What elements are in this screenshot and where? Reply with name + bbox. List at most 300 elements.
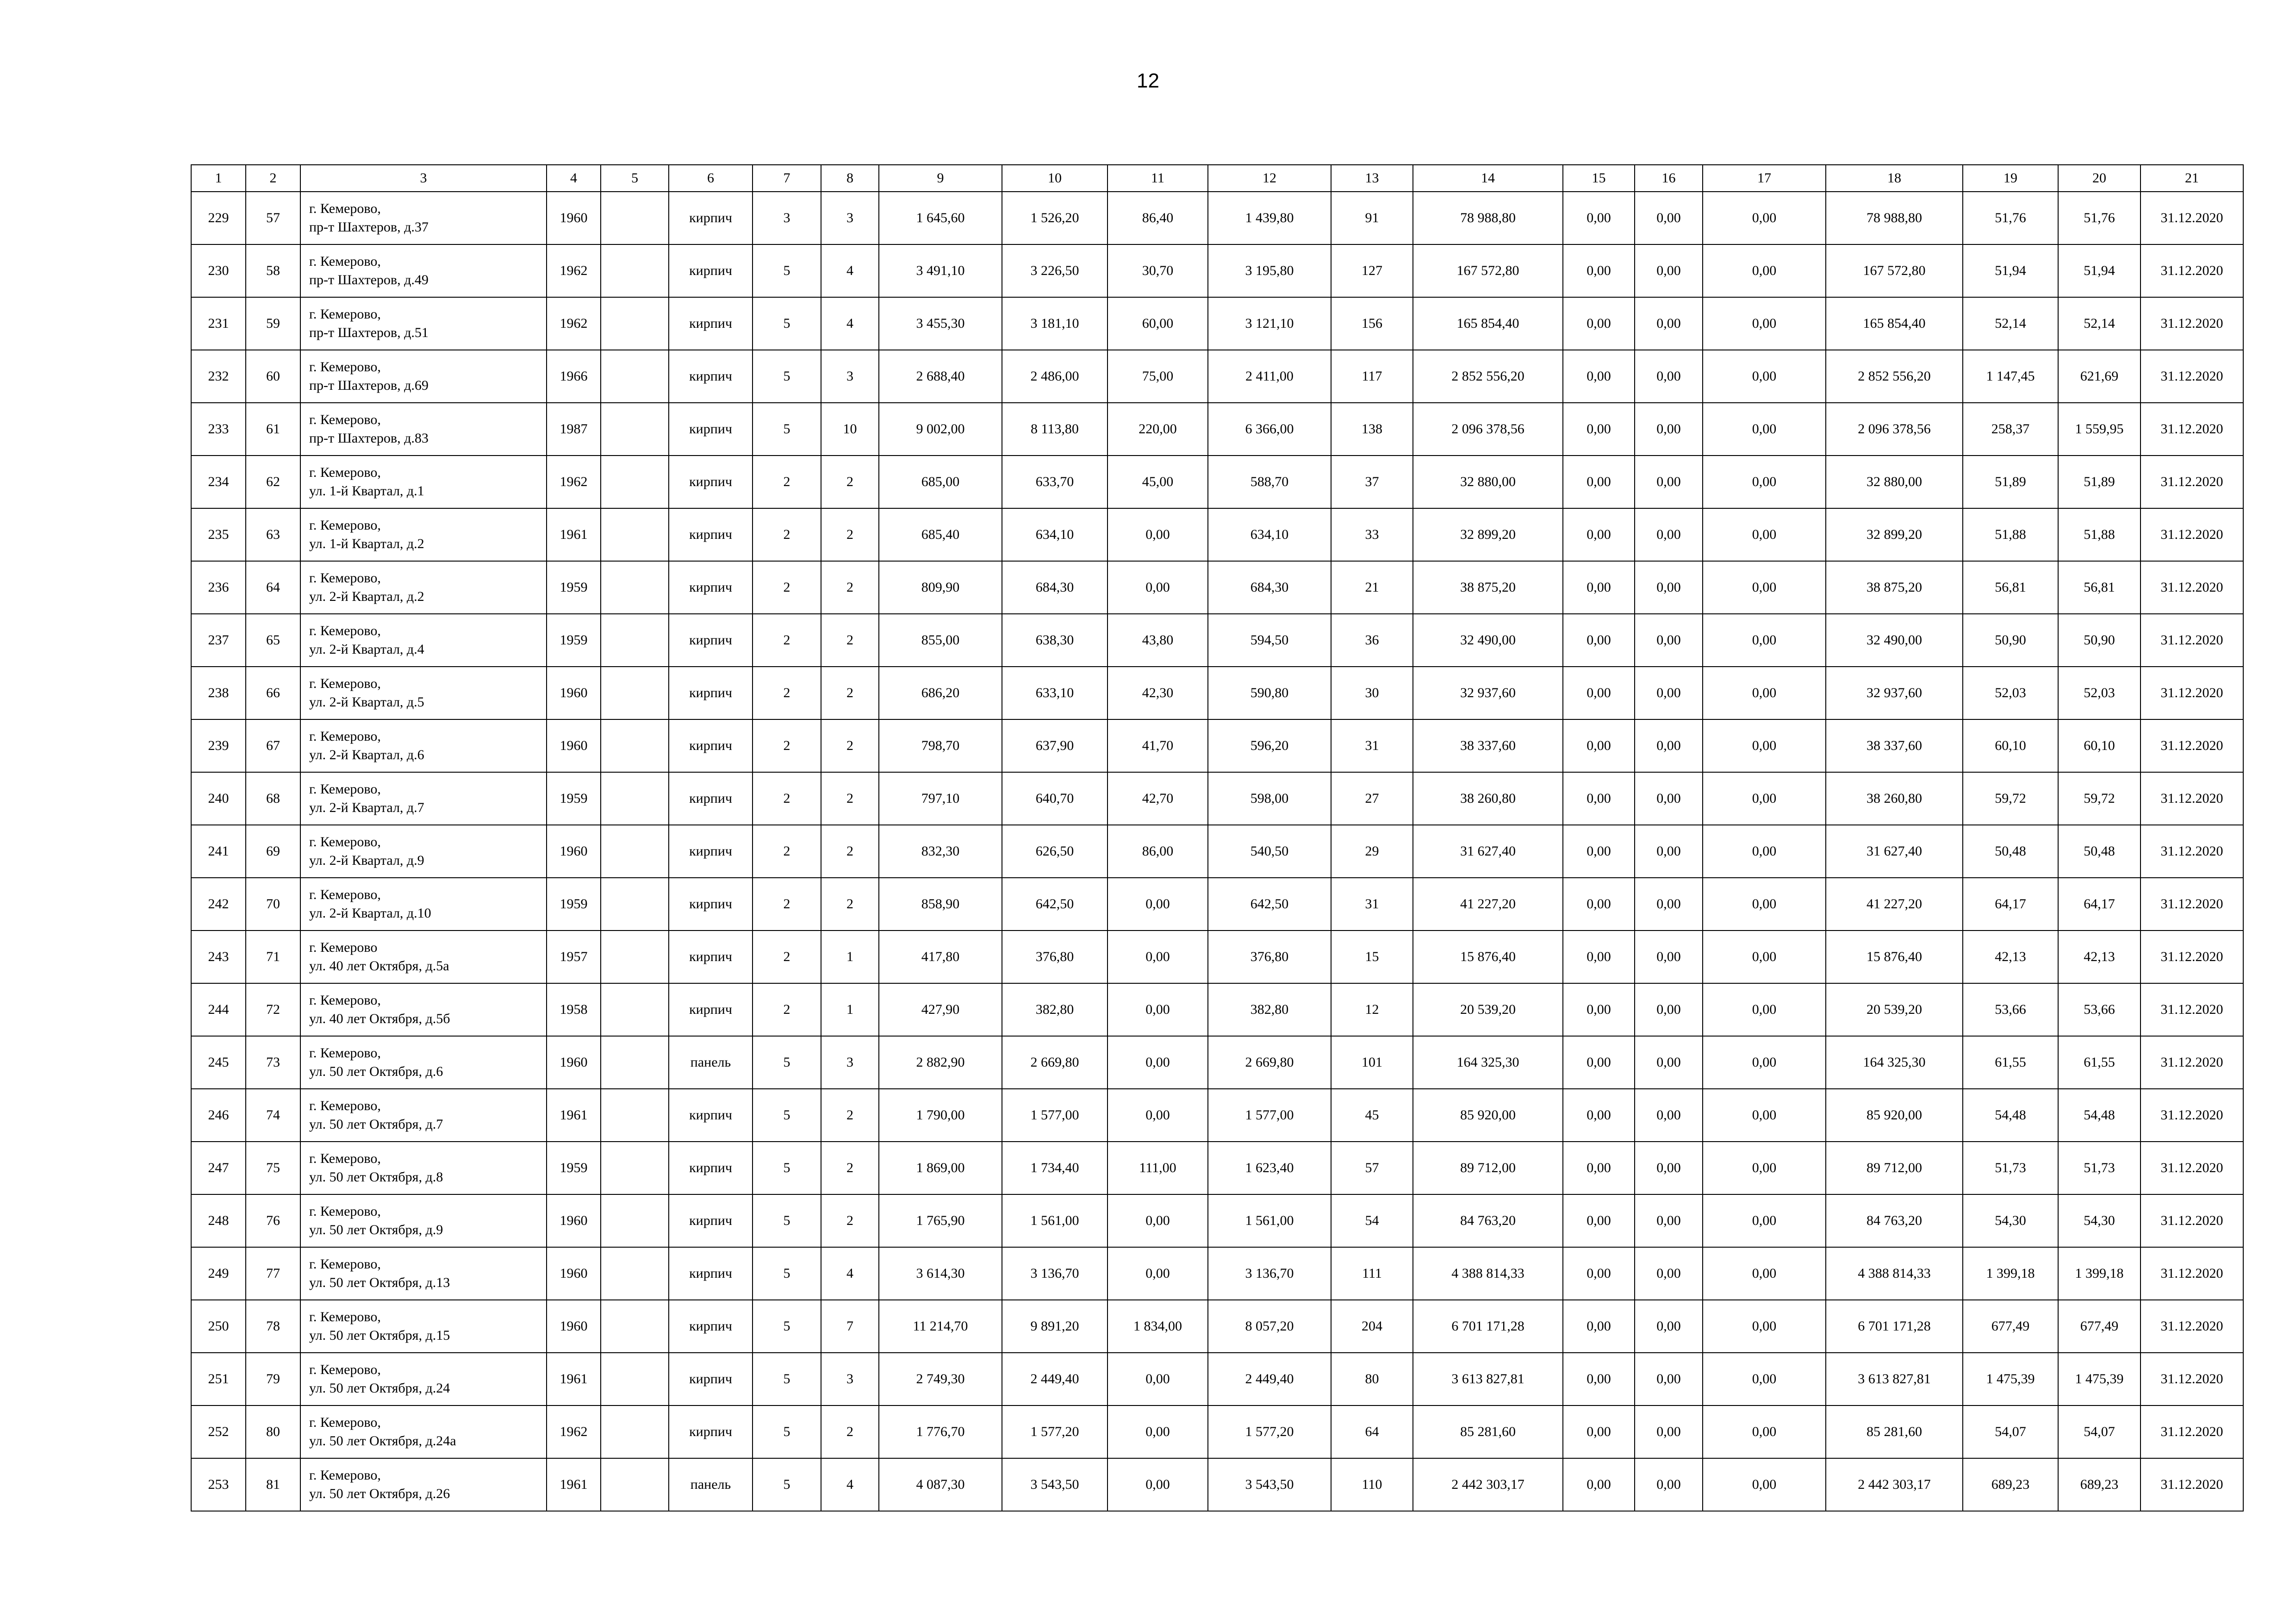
table-cell: 0,00	[1108, 983, 1208, 1036]
table-cell: 248	[191, 1194, 246, 1247]
address-line: г. Кемерово,	[309, 201, 381, 216]
table-cell: 27	[1331, 772, 1413, 825]
table-cell: 165 854,40	[1413, 297, 1563, 350]
table-cell: 31 627,40	[1826, 825, 1963, 878]
table-cell: 858,90	[879, 878, 1002, 931]
address-line: пр-т Шахтеров, д.83	[309, 431, 429, 446]
table-cell	[601, 825, 669, 878]
table-cell: 89 712,00	[1413, 1142, 1563, 1194]
table-cell: 253	[191, 1458, 246, 1511]
table-cell: 32 490,00	[1413, 614, 1563, 667]
table-cell: 9 891,20	[1002, 1300, 1108, 1353]
table-cell: 245	[191, 1036, 246, 1089]
table-cell: 50,90	[1963, 614, 2058, 667]
table-cell: 0,00	[1635, 1142, 1703, 1194]
table-cell	[601, 1300, 669, 1353]
table-cell: кирпич	[669, 456, 753, 508]
table-cell: панель	[669, 1458, 753, 1511]
table-cell: 2	[753, 719, 821, 772]
table-cell: 31.12.2020	[2140, 983, 2243, 1036]
table-cell: 30	[1331, 667, 1413, 719]
table-cell: 57	[1331, 1142, 1413, 1194]
table-cell: 685,00	[879, 456, 1002, 508]
table-cell: 54,30	[2058, 1194, 2140, 1247]
column-header: 21	[2140, 165, 2243, 192]
table-cell: 2 442 303,17	[1413, 1458, 1563, 1511]
table-cell: 31.12.2020	[2140, 561, 2243, 614]
table-cell: 1966	[547, 350, 601, 403]
address-line: ул. 50 лет Октября, д.13	[309, 1275, 450, 1290]
table-cell: 1	[821, 983, 879, 1036]
table-cell: 1 577,00	[1208, 1089, 1331, 1142]
table-cell: 0,00	[1563, 1458, 1635, 1511]
table-cell: 689,23	[2058, 1458, 2140, 1511]
address-line: г. Кемерово,	[309, 1256, 381, 1272]
table-cell: 0,00	[1703, 1142, 1826, 1194]
address-line: ул. 2-й Квартал, д.7	[309, 800, 424, 815]
table-cell: 1 147,45	[1963, 350, 2058, 403]
housing-registry-table	[191, 164, 2244, 1512]
table-cell: 0,00	[1563, 1089, 1635, 1142]
table-cell: 1959	[547, 614, 601, 667]
address-line: пр-т Шахтеров, д.49	[309, 272, 429, 287]
table-cell: 85 920,00	[1413, 1089, 1563, 1142]
table-cell: 61,55	[1963, 1036, 2058, 1089]
table-cell: 1962	[547, 1405, 601, 1458]
table-cell: 0,00	[1635, 825, 1703, 878]
column-header: 17	[1703, 165, 1826, 192]
table-cell: 798,70	[879, 719, 1002, 772]
table-cell: 1 577,20	[1002, 1405, 1108, 1458]
table-cell: 2	[753, 667, 821, 719]
table-cell: 33	[1331, 508, 1413, 561]
table-cell: 5	[753, 1353, 821, 1405]
table-cell: 4 388 814,33	[1413, 1247, 1563, 1300]
address-line: ул. 40 лет Октября, д.5а	[309, 958, 449, 974]
address-line: г. Кемерово,	[309, 887, 381, 902]
column-header: 10	[1002, 165, 1108, 192]
table-cell: кирпич	[669, 772, 753, 825]
table-cell: 51,88	[1963, 508, 2058, 561]
address-line: ул. 1-й Квартал, д.1	[309, 483, 424, 499]
table-cell: 31.12.2020	[2140, 297, 2243, 350]
table-cell: 2	[821, 1089, 879, 1142]
table-cell: 20 539,20	[1826, 983, 1963, 1036]
table-cell: 31.12.2020	[2140, 192, 2243, 244]
table-cell: 236	[191, 561, 246, 614]
table-cell: 51,88	[2058, 508, 2140, 561]
table-cell: 2	[821, 1405, 879, 1458]
table-cell: 382,80	[1208, 983, 1331, 1036]
table-cell: 0,00	[1563, 825, 1635, 878]
table-cell: 0,00	[1635, 192, 1703, 244]
address-line: ул. 2-й Квартал, д.5	[309, 694, 424, 710]
table-cell: 31.12.2020	[2140, 403, 2243, 456]
table-cell: кирпич	[669, 825, 753, 878]
table-cell	[601, 350, 669, 403]
table-cell: 642,50	[1002, 878, 1108, 931]
table-cell: 594,50	[1208, 614, 1331, 667]
address-line: ул. 50 лет Октября, д.7	[309, 1117, 443, 1132]
address-line: г. Кемерово,	[309, 993, 381, 1008]
table-cell: 684,30	[1002, 561, 1108, 614]
address-line: ул. 50 лет Октября, д.9	[309, 1222, 443, 1237]
table-cell	[601, 1247, 669, 1300]
table-cell: 5	[753, 1194, 821, 1247]
column-header: 7	[753, 165, 821, 192]
table-cell: 0,00	[1563, 244, 1635, 297]
table-cell: кирпич	[669, 508, 753, 561]
table-cell: 4 388 814,33	[1826, 1247, 1963, 1300]
table-cell: 246	[191, 1089, 246, 1142]
table-cell: 797,10	[879, 772, 1002, 825]
address-cell	[300, 719, 547, 772]
table-cell: 59,72	[1963, 772, 2058, 825]
table-cell: 0,00	[1635, 667, 1703, 719]
table-cell: 0,00	[1563, 350, 1635, 403]
table-cell: 2	[821, 719, 879, 772]
table-cell: 110	[1331, 1458, 1413, 1511]
table-cell: 598,00	[1208, 772, 1331, 825]
table-cell: кирпич	[669, 667, 753, 719]
table-cell: 38 337,60	[1413, 719, 1563, 772]
table-cell: 0,00	[1563, 192, 1635, 244]
table-row	[191, 1300, 2243, 1353]
table-cell: 6 701 171,28	[1826, 1300, 1963, 1353]
table-cell: 31.12.2020	[2140, 350, 2243, 403]
table-cell: 4	[821, 244, 879, 297]
table-cell: 2	[753, 614, 821, 667]
table-cell	[601, 1353, 669, 1405]
table-cell: 0,00	[1703, 878, 1826, 931]
table-cell: 73	[246, 1036, 300, 1089]
table-row	[191, 1089, 2243, 1142]
table-cell: 85 281,60	[1413, 1405, 1563, 1458]
table-cell: 0,00	[1563, 1036, 1635, 1089]
table-cell: 1959	[547, 772, 601, 825]
table-row	[191, 1353, 2243, 1405]
table-row	[191, 1036, 2243, 1089]
table-cell: 232	[191, 350, 246, 403]
table-row	[191, 350, 2243, 403]
address-line: г. Кемерово,	[309, 623, 381, 638]
table-cell: 117	[1331, 350, 1413, 403]
address-cell	[300, 825, 547, 878]
table-cell: 204	[1331, 1300, 1413, 1353]
table-cell: 52,14	[1963, 297, 2058, 350]
address-cell	[300, 667, 547, 719]
table-cell: 36	[1331, 614, 1413, 667]
table-cell: 0,00	[1635, 561, 1703, 614]
table-cell: 0,00	[1703, 719, 1826, 772]
table-cell: 2	[821, 561, 879, 614]
table-cell: 43,80	[1108, 614, 1208, 667]
table-cell: 37	[1331, 456, 1413, 508]
address-line: ул. 50 лет Октября, д.24	[309, 1380, 450, 1396]
table-row	[191, 1247, 2243, 1300]
table-cell: 165 854,40	[1826, 297, 1963, 350]
table-cell: 0,00	[1563, 1247, 1635, 1300]
table-cell: 91	[1331, 192, 1413, 244]
table-cell: кирпич	[669, 1353, 753, 1405]
table-cell: 1 834,00	[1108, 1300, 1208, 1353]
table-cell: 31.12.2020	[2140, 931, 2243, 983]
table-cell: кирпич	[669, 614, 753, 667]
address-cell	[300, 403, 547, 456]
table-cell: 689,23	[1963, 1458, 2058, 1511]
table-cell: кирпич	[669, 1089, 753, 1142]
table-cell	[601, 667, 669, 719]
table-cell: 1 439,80	[1208, 192, 1331, 244]
table-cell: 31.12.2020	[2140, 456, 2243, 508]
table-cell: 167 572,80	[1413, 244, 1563, 297]
table-cell: 63	[246, 508, 300, 561]
table-cell: 59	[246, 297, 300, 350]
table-cell: 0,00	[1703, 192, 1826, 244]
address-cell	[300, 931, 547, 983]
table-row	[191, 244, 2243, 297]
table-cell: 0,00	[1563, 1194, 1635, 1247]
address-cell	[300, 508, 547, 561]
table-cell	[601, 456, 669, 508]
table-cell: 3 195,80	[1208, 244, 1331, 297]
address-line: пр-т Шахтеров, д.37	[309, 219, 429, 235]
table-cell: 0,00	[1563, 403, 1635, 456]
table-cell: 1960	[547, 1194, 601, 1247]
table-cell: 84 763,20	[1826, 1194, 1963, 1247]
table-cell: 138	[1331, 403, 1413, 456]
table-cell: 52,03	[2058, 667, 2140, 719]
address-line: г. Кемерово,	[309, 570, 381, 586]
table-cell: 231	[191, 297, 246, 350]
table-cell: 0,00	[1108, 1247, 1208, 1300]
address-line: г. Кемерово,	[309, 1362, 381, 1377]
table-cell: 1987	[547, 403, 601, 456]
table-cell: 0,00	[1703, 1089, 1826, 1142]
table-cell: 2	[753, 561, 821, 614]
table-cell: 234	[191, 456, 246, 508]
table-cell: 0,00	[1635, 614, 1703, 667]
table-cell: 1958	[547, 983, 601, 1036]
table-cell: 54,48	[1963, 1089, 2058, 1142]
table-cell: 64,17	[2058, 878, 2140, 931]
table-cell: 2	[821, 508, 879, 561]
table-cell: 0,00	[1108, 1036, 1208, 1089]
address-cell	[300, 1300, 547, 1353]
table-cell: 1960	[547, 1247, 601, 1300]
column-header: 1	[191, 165, 246, 192]
table-cell: 1 561,00	[1208, 1194, 1331, 1247]
table-cell: 86,40	[1108, 192, 1208, 244]
column-header: 20	[2058, 165, 2140, 192]
table-cell: 56,81	[1963, 561, 2058, 614]
table-cell: 54,07	[1963, 1405, 2058, 1458]
table-cell: 1960	[547, 825, 601, 878]
table-row	[191, 561, 2243, 614]
table-cell	[601, 192, 669, 244]
table-cell: 677,49	[1963, 1300, 2058, 1353]
table-cell: 1 577,20	[1208, 1405, 1331, 1458]
column-header: 16	[1635, 165, 1703, 192]
address-line: ул. 2-й Квартал, д.4	[309, 642, 424, 657]
table-cell: 2 669,80	[1002, 1036, 1108, 1089]
table-cell: 38 260,80	[1413, 772, 1563, 825]
table-row	[191, 1405, 2243, 1458]
table-cell: 0,00	[1703, 1247, 1826, 1300]
table-cell: 0,00	[1108, 561, 1208, 614]
table-cell: 0,00	[1635, 456, 1703, 508]
address-cell	[300, 350, 547, 403]
address-line: ул. 50 лет Октября, д.26	[309, 1486, 450, 1501]
table-cell: 85 281,60	[1826, 1405, 1963, 1458]
address-line: г. Кемерово	[309, 940, 378, 955]
table-cell: 60,00	[1108, 297, 1208, 350]
table-cell	[601, 297, 669, 350]
table-cell: 70	[246, 878, 300, 931]
table-cell: 237	[191, 614, 246, 667]
table-cell	[601, 719, 669, 772]
table-cell	[601, 1458, 669, 1511]
table-cell: 60,10	[2058, 719, 2140, 772]
table-cell: 1957	[547, 931, 601, 983]
table-cell: 0,00	[1563, 1405, 1635, 1458]
table-cell: 0,00	[1635, 983, 1703, 1036]
table-cell: 51,76	[2058, 192, 2140, 244]
table-cell: 3 614,30	[879, 1247, 1002, 1300]
table-cell: 0,00	[1703, 1405, 1826, 1458]
table-cell: 0,00	[1108, 931, 1208, 983]
table-cell: 50,48	[1963, 825, 2058, 878]
table-cell: 0,00	[1635, 403, 1703, 456]
table-cell: 1 765,90	[879, 1194, 1002, 1247]
table-cell: 3 543,50	[1208, 1458, 1331, 1511]
table-cell: 51,94	[1963, 244, 2058, 297]
table-row	[191, 1458, 2243, 1511]
table-cell: 0,00	[1703, 825, 1826, 878]
address-line: г. Кемерово,	[309, 1309, 381, 1324]
address-line: ул. 2-й Квартал, д.10	[309, 906, 431, 921]
table-cell: 9 002,00	[879, 403, 1002, 456]
table-cell: 64,17	[1963, 878, 2058, 931]
table-cell	[601, 1405, 669, 1458]
table-cell: 1 776,70	[879, 1405, 1002, 1458]
table-cell: 588,70	[1208, 456, 1331, 508]
table-cell: 31.12.2020	[2140, 825, 2243, 878]
address-cell	[300, 983, 547, 1036]
table-cell: 76	[246, 1194, 300, 1247]
column-header: 11	[1108, 165, 1208, 192]
address-line: ул. 2-й Квартал, д.2	[309, 589, 424, 604]
table-cell: кирпич	[669, 1247, 753, 1300]
table-cell: 5	[753, 1300, 821, 1353]
table-cell: 4 087,30	[879, 1458, 1002, 1511]
address-line: г. Кемерово,	[309, 306, 381, 322]
table-cell	[601, 983, 669, 1036]
table-cell: 0,00	[1635, 878, 1703, 931]
table-cell: 0,00	[1635, 772, 1703, 825]
table-cell: 1	[821, 931, 879, 983]
table-cell	[601, 772, 669, 825]
table-cell: 164 325,30	[1413, 1036, 1563, 1089]
address-line: ул. 1-й Квартал, д.2	[309, 536, 424, 551]
table-cell: 0,00	[1703, 667, 1826, 719]
table-cell: 251	[191, 1353, 246, 1405]
table-cell: 12	[1331, 983, 1413, 1036]
table-cell: 1 561,00	[1002, 1194, 1108, 1247]
address-line: пр-т Шахтеров, д.51	[309, 325, 429, 340]
table-cell: 1 577,00	[1002, 1089, 1108, 1142]
table-cell: 58	[246, 244, 300, 297]
table-cell: 60	[246, 350, 300, 403]
table-cell: 247	[191, 1142, 246, 1194]
address-cell	[300, 456, 547, 508]
table-cell: 0,00	[1108, 1405, 1208, 1458]
table-cell: 0,00	[1563, 561, 1635, 614]
table-cell: 61,55	[2058, 1036, 2140, 1089]
table-cell: 685,40	[879, 508, 1002, 561]
table-cell: 69	[246, 825, 300, 878]
table-cell: 2 882,90	[879, 1036, 1002, 1089]
table-cell: 1960	[547, 1036, 601, 1089]
table-row	[191, 297, 2243, 350]
table-cell: 10	[821, 403, 879, 456]
table-cell: 1 734,40	[1002, 1142, 1108, 1194]
table-cell: 0,00	[1635, 931, 1703, 983]
address-line: ул. 50 лет Октября, д.8	[309, 1169, 443, 1185]
table-cell: 11 214,70	[879, 1300, 1002, 1353]
table-cell: 3 136,70	[1002, 1247, 1108, 1300]
table-cell: 230	[191, 244, 246, 297]
table-cell: 71	[246, 931, 300, 983]
table-cell: 3	[821, 350, 879, 403]
table-cell: 2	[753, 825, 821, 878]
address-line: г. Кемерово,	[309, 1045, 381, 1061]
table-cell	[601, 1089, 669, 1142]
table-header	[191, 165, 2243, 192]
table-cell: кирпич	[669, 931, 753, 983]
table-cell: 855,00	[879, 614, 1002, 667]
table-cell: 2	[821, 825, 879, 878]
column-header: 4	[547, 165, 601, 192]
table-cell: 42,30	[1108, 667, 1208, 719]
table-cell: 51,89	[2058, 456, 2140, 508]
table-cell: 31.12.2020	[2140, 1300, 2243, 1353]
column-header: 8	[821, 165, 879, 192]
table-cell: 31.12.2020	[2140, 1036, 2243, 1089]
address-line: ул. 50 лет Октября, д.15	[309, 1328, 450, 1343]
table-cell: 31	[1331, 878, 1413, 931]
table-row	[191, 1142, 2243, 1194]
address-line: г. Кемерово,	[309, 1415, 381, 1430]
table-cell: 0,00	[1635, 719, 1703, 772]
table-cell: 6 701 171,28	[1413, 1300, 1563, 1353]
column-header: 13	[1331, 165, 1413, 192]
table-cell: 1 645,60	[879, 192, 1002, 244]
table-cell	[601, 561, 669, 614]
table-cell: 2	[821, 772, 879, 825]
address-line: г. Кемерово,	[309, 1098, 381, 1113]
table-cell: 220,00	[1108, 403, 1208, 456]
table-cell: 45	[1331, 1089, 1413, 1142]
table-cell: 0,00	[1635, 1300, 1703, 1353]
table-cell: 0,00	[1703, 772, 1826, 825]
table-cell: 53,66	[2058, 983, 2140, 1036]
table-cell: 164 325,30	[1826, 1036, 1963, 1089]
table-cell: 52,14	[2058, 297, 2140, 350]
table-cell: 0,00	[1703, 508, 1826, 561]
table-cell: 1 869,00	[879, 1142, 1002, 1194]
table-cell: 5	[753, 1458, 821, 1511]
